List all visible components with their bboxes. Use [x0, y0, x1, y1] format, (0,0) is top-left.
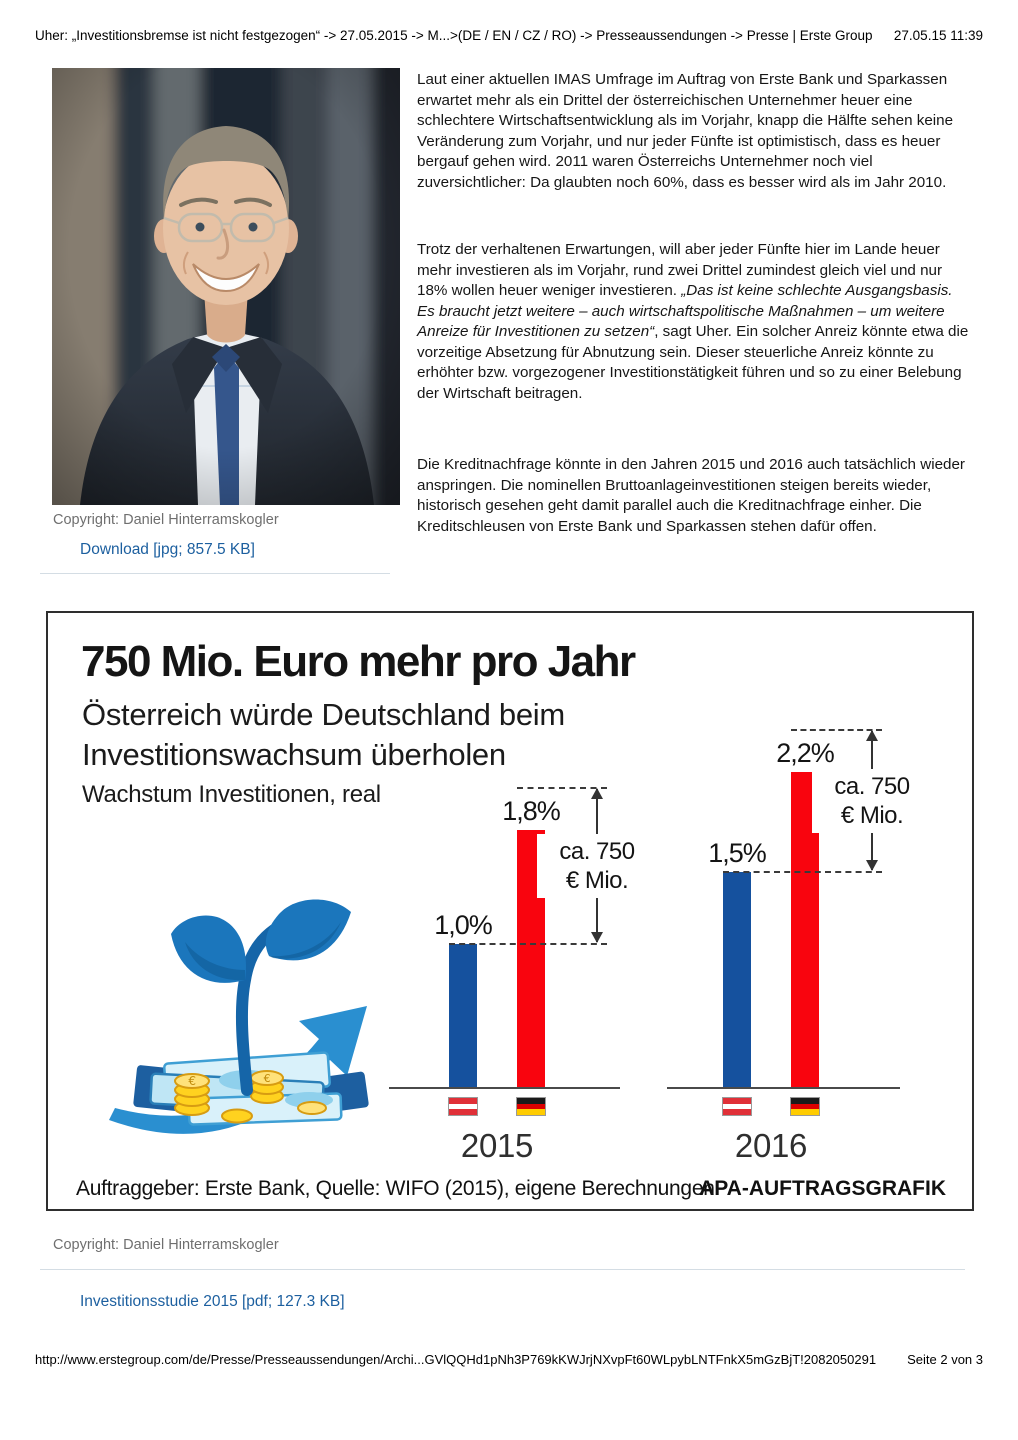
- svg-text:€: €: [188, 1074, 196, 1088]
- arrowhead-down-icon: [866, 860, 878, 871]
- chart-copyright: Copyright: Daniel Hinterramskogler: [53, 1237, 279, 1253]
- arrowhead-up-icon: [591, 788, 603, 799]
- arrowhead-down-icon: [591, 932, 603, 943]
- chart-group-2016: [667, 613, 910, 1213]
- x-axis-line: [389, 1087, 620, 1089]
- bar-value-label: 2,2%: [776, 738, 834, 768]
- difference-annotation: ca. 750 € Mio.: [537, 834, 657, 898]
- portrait-photo: [52, 68, 400, 505]
- chart-source: Auftraggeber: Erste Bank, Quelle: WIFO (2015), eigene Berechnungen: [76, 1177, 715, 1200]
- reference-dash-bottom: [449, 943, 607, 945]
- portrait-photo-image: [52, 68, 400, 505]
- browser-page-title: Uher: „Investitionsbremse ist nicht festgezogen“ -> 27.05.2015 -> M...>(DE / EN / CZ / RO) -> Presseaussendungen -> Presse | Erste Group: [35, 28, 873, 43]
- österreich-flag-icon: [722, 1097, 752, 1116]
- österreich-flag-icon: [448, 1097, 478, 1116]
- paragraph-2-quote: „Das ist keine schlechte Ausgangsbasis. Es braucht jetzt weitere – auch wirtschaftspolitische Maßnahmen – um weitere Anreize für Investitionen zu setzen“: [417, 282, 953, 340]
- print-datetime: 27.05.15 11:39: [893, 28, 983, 43]
- page-header: [35, 28, 983, 43]
- bar-value-label: 1,8%: [502, 796, 560, 826]
- svg-text:€: €: [263, 1072, 271, 1085]
- paragraph-2-start: Trotz der verhaltenen Erwartungen, will aber jeder Fünfte hier im Lande heuer mehr investieren als im Vorjahr, rund zwei Drittel zumindest gleich viel und nur 18% wollen heuer weniger investieren.: [417, 241, 943, 299]
- paragraph-2: [417, 240, 973, 404]
- footer-url: http://www.erstegroup.com/de/Presse/Presseaussendungen/Archi...GVlQQHd1pNh3P769kKWJrjNXvpFt60WLpybLNTFnkX5mGzBjT!2082050291: [35, 1352, 877, 1367]
- infographic-chart: [46, 611, 974, 1211]
- chart-group-2015: [389, 613, 635, 1213]
- x-axis-line: [667, 1087, 900, 1089]
- deutschland-flag-icon: [516, 1097, 546, 1116]
- category-label-2015: 2015: [460, 1127, 534, 1164]
- divider: [40, 573, 390, 574]
- deutschland-flag-icon: [790, 1097, 820, 1116]
- divider: [40, 1269, 965, 1270]
- paragraph-1: Laut einer aktuellen IMAS Umfrage im Auftrag von Erste Bank und Sparkassen erwartet mehr als ein Drittel der österreichischen Unternehmer heuer eine schlechtere Wirtschaftsentwicklung als im Vorjahr, knapp die Hälfte sehen keine Veränderung zum Vorjahr, und nur jeder Fünfte ist optimistisch, dass es heuer bergauf gehen wird. 2011 waren Österreichs Unternehmer noch viel zuversichtlicher: Da glaubten noch 60%, dass es besser wird als im Jahr 2010.: [417, 71, 954, 191]
- bar-österreich-2016: [723, 872, 751, 1087]
- reference-dash-bottom: [723, 871, 882, 873]
- download-link[interactable]: Download [jpg; 857.5 KB]: [80, 541, 255, 558]
- chart-subtitle-line1: Österreich würde Deutschland beim: [82, 697, 565, 732]
- bar-österreich-2015: [449, 944, 477, 1087]
- chart-subtitle-line2: Investitionswachsum überholen: [82, 737, 506, 772]
- paragraph-2-end: , sagt Uher. Ein solcher Anreiz könnte etwa die vorzeitige Absetzung für Abnutzung sein. Dieser steuerliche Anreiz könnte zu erhöhter bzw. vorgezogener Investitionstätigkeit führen und so zu einer Belebung der Wirtschaft beitragen.: [417, 323, 969, 402]
- difference-annotation: ca. 750 € Mio.: [812, 769, 932, 833]
- photo-copyright: Copyright: Daniel Hinterramskogler: [53, 512, 279, 528]
- chart-credit: APA-AUFTRAGSGRAFIK: [699, 1177, 946, 1200]
- investment-growth-illustration: [97, 858, 397, 1163]
- arrowhead-up-icon: [866, 730, 878, 741]
- category-label-2016: 2016: [734, 1127, 808, 1164]
- chart-title: 750 Mio. Euro mehr pro Jahr: [81, 637, 635, 686]
- study-download-link[interactable]: Investitionsstudie 2015 [pdf; 127.3 KB]: [80, 1293, 345, 1310]
- footer-page-number: Seite 2 von 3: [907, 1352, 983, 1367]
- bar-value-label: 1,5%: [708, 838, 766, 868]
- chart-series-label: Wachstum Investitionen, real: [82, 781, 381, 808]
- page-footer: [35, 1352, 983, 1367]
- paragraph-3: Die Kreditnachfrage könnte in den Jahren 2015 und 2016 auch tatsächlich wieder anspringen. Die nominellen Bruttoanlageinvestitionen steigen bereits wieder, historisch gesehen geht damit parallel auch die Kreditnachfrage einher. Die Kreditschleusen von Erste Bank und Sparkassen stehen dafür offen.: [417, 456, 965, 535]
- bar-value-label: 1,0%: [434, 910, 492, 940]
